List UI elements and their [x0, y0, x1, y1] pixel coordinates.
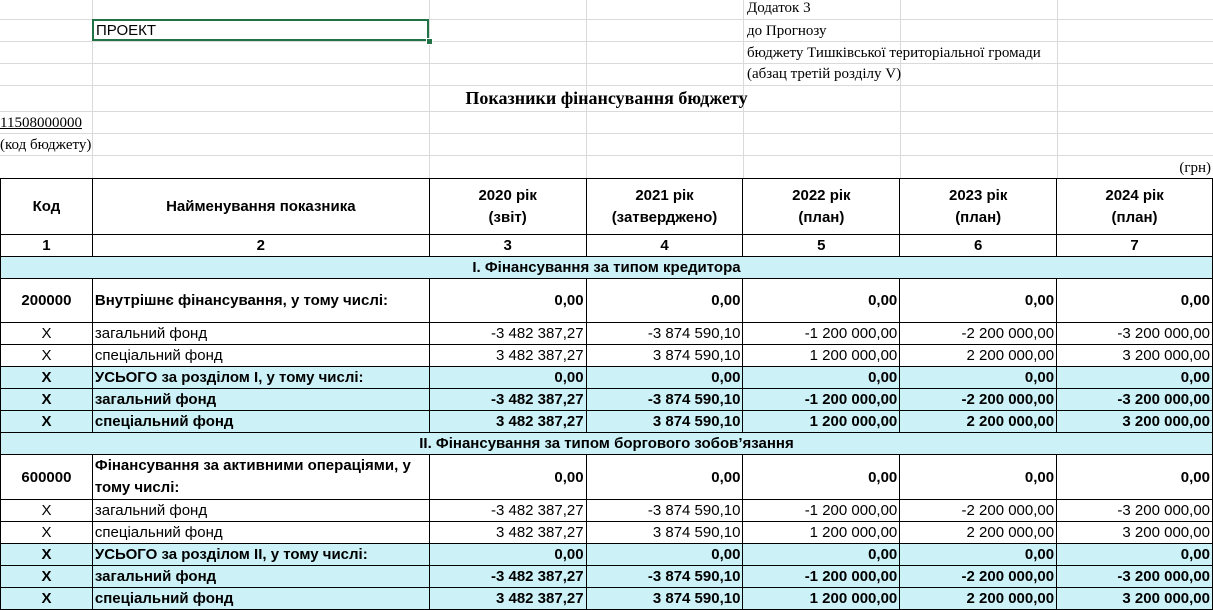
- appendix-line: (абзац третій розділу V): [747, 66, 902, 82]
- row-name: загальний фонд: [92, 566, 429, 588]
- table-row: [1, 389, 1213, 411]
- appendix-line: бюджету Тишківської територіальної громади: [747, 45, 1041, 61]
- header-year: [1057, 179, 1213, 235]
- row-value: 1 200 000,00: [743, 345, 900, 367]
- year-note: (затверджено): [611, 208, 718, 226]
- row-value: -2 200 000,00: [900, 500, 1057, 522]
- row-name: загальний фонд: [92, 323, 429, 345]
- year-label: 2021 рік: [635, 186, 694, 204]
- year-note: (звіт): [488, 208, 527, 226]
- row-value: 0,00: [586, 279, 743, 323]
- row-value: 3 482 387,27: [429, 345, 586, 367]
- header-row: [1, 179, 1213, 235]
- row-name: загальний фонд: [92, 389, 429, 411]
- row-code: 200000: [1, 279, 93, 323]
- row-value: 0,00: [900, 367, 1057, 389]
- row-code: X: [1, 544, 93, 566]
- row-value: -1 200 000,00: [743, 389, 900, 411]
- section-header: [1, 257, 1213, 279]
- gridline: [0, 85, 1213, 86]
- row-value: 3 874 590,10: [586, 588, 743, 610]
- row-value: -3 482 387,27: [429, 323, 586, 345]
- header-code: Код: [1, 179, 93, 235]
- table-row: [1, 588, 1213, 610]
- row-value: 0,00: [743, 544, 900, 566]
- currency-label: (грн): [1179, 160, 1211, 176]
- gridline: [0, 111, 1213, 112]
- row-value: 0,00: [429, 367, 586, 389]
- fill-handle[interactable]: [426, 38, 433, 45]
- column-number: 2: [92, 235, 429, 257]
- row-code: X: [1, 345, 93, 367]
- row-code: X: [1, 389, 93, 411]
- row-code: X: [1, 566, 93, 588]
- row-value: 0,00: [1057, 367, 1213, 389]
- row-value: 0,00: [586, 455, 743, 500]
- row-value: 0,00: [900, 279, 1057, 323]
- row-code: X: [1, 588, 93, 610]
- row-value: 0,00: [586, 367, 743, 389]
- page-title: Показники фінансування бюджету: [465, 88, 748, 108]
- table-row: [1, 455, 1213, 500]
- column-number: 6: [900, 235, 1057, 257]
- header-year: [586, 179, 743, 235]
- header-year: [900, 179, 1057, 235]
- row-value: -3 874 590,10: [586, 566, 743, 588]
- row-name: спеціальний фонд: [92, 588, 429, 610]
- header-name: Найменування показника: [92, 179, 429, 235]
- financing-table: [0, 178, 1213, 610]
- row-value: 1 200 000,00: [743, 411, 900, 433]
- budget-code-label: (код бюджету): [0, 137, 92, 153]
- row-value: -3 482 387,27: [429, 566, 586, 588]
- year-note: (план): [1111, 208, 1158, 226]
- header-year: [429, 179, 586, 235]
- section-title: II. Фінансування за типом боргового зобов’язання: [1, 433, 1213, 455]
- row-value: -3 200 000,00: [1057, 566, 1213, 588]
- table-row: [1, 367, 1213, 389]
- row-code: X: [1, 500, 93, 522]
- row-value: 3 200 000,00: [1057, 588, 1213, 610]
- row-code: 600000: [1, 455, 93, 500]
- row-value: 1 200 000,00: [743, 588, 900, 610]
- table-row: [1, 522, 1213, 544]
- row-value: 0,00: [429, 544, 586, 566]
- row-value: -3 874 590,10: [586, 500, 743, 522]
- row-code: X: [1, 323, 93, 345]
- column-number: 5: [743, 235, 900, 257]
- year-label: 2024 рік: [1105, 186, 1164, 204]
- gridline: [0, 155, 1213, 156]
- row-value: 2 200 000,00: [900, 588, 1057, 610]
- row-value: -2 200 000,00: [900, 323, 1057, 345]
- row-value: 2 200 000,00: [900, 411, 1057, 433]
- row-name: спеціальний фонд: [92, 345, 429, 367]
- table-row: [1, 500, 1213, 522]
- row-value: -1 200 000,00: [743, 566, 900, 588]
- budget-code: 11508000000: [0, 115, 82, 131]
- row-value: 2 200 000,00: [900, 522, 1057, 544]
- gridline: [0, 133, 1213, 134]
- row-value: 0,00: [429, 279, 586, 323]
- row-value: 0,00: [1057, 544, 1213, 566]
- year-note: (план): [955, 208, 1002, 226]
- row-value: 0,00: [743, 367, 900, 389]
- column-number: 4: [586, 235, 743, 257]
- table-row: [1, 323, 1213, 345]
- table-row: [1, 279, 1213, 323]
- column-number: 3: [429, 235, 586, 257]
- row-value: 3 482 387,27: [429, 588, 586, 610]
- row-name: спеціальний фонд: [92, 411, 429, 433]
- column-number-row: [1, 235, 1213, 257]
- row-name: УСЬОГО за розділом I, у тому числі:: [92, 367, 429, 389]
- year-note: (план): [798, 208, 845, 226]
- row-value: 3 200 000,00: [1057, 411, 1213, 433]
- column-number: 7: [1057, 235, 1213, 257]
- year-label: 2020 рік: [478, 186, 537, 204]
- row-value: 1 200 000,00: [743, 522, 900, 544]
- appendix-line: Додаток 3: [747, 0, 811, 16]
- row-value: -3 482 387,27: [429, 389, 586, 411]
- appendix-line: до Прогнозу: [747, 23, 827, 39]
- gridline: [0, 41, 1213, 42]
- row-value: 3 874 590,10: [586, 522, 743, 544]
- table-row: [1, 566, 1213, 588]
- row-value: 3 200 000,00: [1057, 345, 1213, 367]
- section-title: I. Фінансування за типом кредитора: [1, 257, 1213, 279]
- table-row: [1, 411, 1213, 433]
- row-value: 3 874 590,10: [586, 411, 743, 433]
- row-value: 0,00: [900, 455, 1057, 500]
- row-value: 2 200 000,00: [900, 345, 1057, 367]
- draft-label: ПРОЕКТ: [96, 22, 157, 39]
- year-label: 2022 рік: [792, 186, 851, 204]
- row-code: X: [1, 367, 93, 389]
- row-value: 0,00: [429, 455, 586, 500]
- row-code: X: [1, 522, 93, 544]
- row-value: 3 200 000,00: [1057, 522, 1213, 544]
- row-name: спеціальний фонд: [92, 522, 429, 544]
- row-code: X: [1, 411, 93, 433]
- row-value: -3 200 000,00: [1057, 389, 1213, 411]
- table-row: [1, 345, 1213, 367]
- row-value: -3 874 590,10: [586, 389, 743, 411]
- row-value: -3 874 590,10: [586, 323, 743, 345]
- row-value: -2 200 000,00: [900, 566, 1057, 588]
- header-year: [743, 179, 900, 235]
- row-name: УСЬОГО за розділом II, у тому числі:: [92, 544, 429, 566]
- row-value: -1 200 000,00: [743, 500, 900, 522]
- row-name: загальний фонд: [92, 500, 429, 522]
- table-row: [1, 544, 1213, 566]
- row-value: -3 200 000,00: [1057, 500, 1213, 522]
- row-value: -3 482 387,27: [429, 500, 586, 522]
- row-value: 0,00: [1057, 455, 1213, 500]
- row-value: 0,00: [586, 544, 743, 566]
- gridline: [0, 63, 1213, 64]
- year-label: 2023 рік: [948, 186, 1008, 204]
- section-header: [1, 433, 1213, 455]
- row-name: Внутрішнє фінансування, у тому числі:: [92, 279, 429, 323]
- row-value: 3 482 387,27: [429, 522, 586, 544]
- row-value: -3 200 000,00: [1057, 323, 1213, 345]
- column-number: 1: [1, 235, 93, 257]
- row-name: Фінансування за активними операціями, у тому числі:: [92, 455, 429, 500]
- row-value: 3 482 387,27: [429, 411, 586, 433]
- row-value: -2 200 000,00: [900, 389, 1057, 411]
- row-value: -1 200 000,00: [743, 323, 900, 345]
- row-value: 3 874 590,10: [586, 345, 743, 367]
- row-value: 0,00: [900, 544, 1057, 566]
- row-value: 0,00: [743, 279, 900, 323]
- row-value: 0,00: [1057, 279, 1213, 323]
- row-value: 0,00: [743, 455, 900, 500]
